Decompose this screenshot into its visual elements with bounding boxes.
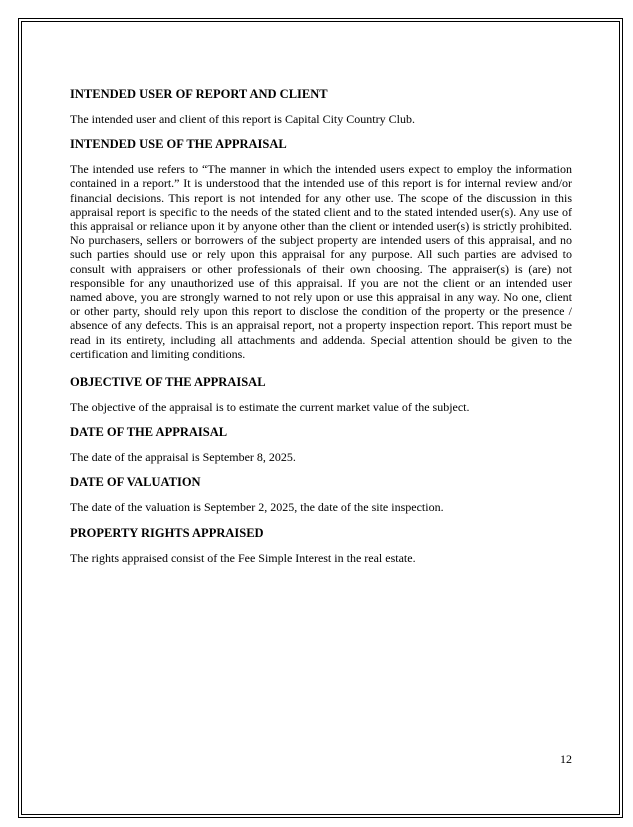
section-intended-user: [70, 86, 572, 126]
section-property-rights: [70, 525, 572, 565]
section-heading: DATE OF VALUATION: [70, 475, 201, 490]
section-heading: INTENDED USE OF THE APPRAISAL: [70, 137, 287, 152]
section-body: The rights appraised consist of the Fee Simple Interest in the real estate.: [70, 550, 416, 565]
section-heading: INTENDED USER OF REPORT AND CLIENT: [70, 87, 328, 101]
document-content: [70, 86, 572, 575]
section-heading: OBJECTIVE OF THE APPRAISAL: [70, 375, 266, 390]
section-body: The intended user and client of this report is Capital City Country Club.: [70, 112, 415, 126]
section-body: The intended use refers to “The manner in which the intended users expect to employ the information contained in a report.” It is understood that the intended use of this report is for internal review and/or financial decisions. This report is not intended for any other use. The scope of the discussion in this appraisal report is specific to the needs of the stated client and to the stated intended user(s). Any use of this appraisal or reliance upon it by anyone other than the client or intended user(s) is strictly prohibited. No purchasers, sellers or borrowers of the subject property are intended users of this appraisal, and no such parties should use or rely upon this appraisal for any purpose. All such parties are advised to consult with appraisers or other professionals of their own choosing. The appraiser(s) is (are) not responsible for any unauthorized use of this appraisal. If you are not the client or an intended user named above, you are strongly warned to not rely upon or use this appraisal in any way. No one, client or other party, should rely upon this report to disclose the condition of the property or the presence / absence of any defects. This is an appraisal report, not a property inspection report. This report must be read in its entirety, including all attachments and addenda. Special attention should be given to the certification and limiting conditions.: [70, 162, 572, 361]
section-heading: DATE OF THE APPRAISAL: [70, 425, 228, 440]
section-objective: [70, 374, 572, 414]
section-date-of-valuation: [70, 474, 572, 514]
page-number: 12: [560, 752, 572, 766]
section-intended-use: [70, 136, 572, 361]
section-heading: PROPERTY RIGHTS APPRAISED: [70, 525, 264, 540]
section-body: The date of the appraisal is September 8, 2025.: [70, 450, 296, 465]
section-body: The date of the valuation is September 2, 2025, the date of the site inspection.: [70, 500, 444, 515]
section-body: The objective of the appraisal is to estimate the current market value of the subject.: [70, 400, 470, 415]
section-date-of-appraisal: [70, 424, 572, 464]
